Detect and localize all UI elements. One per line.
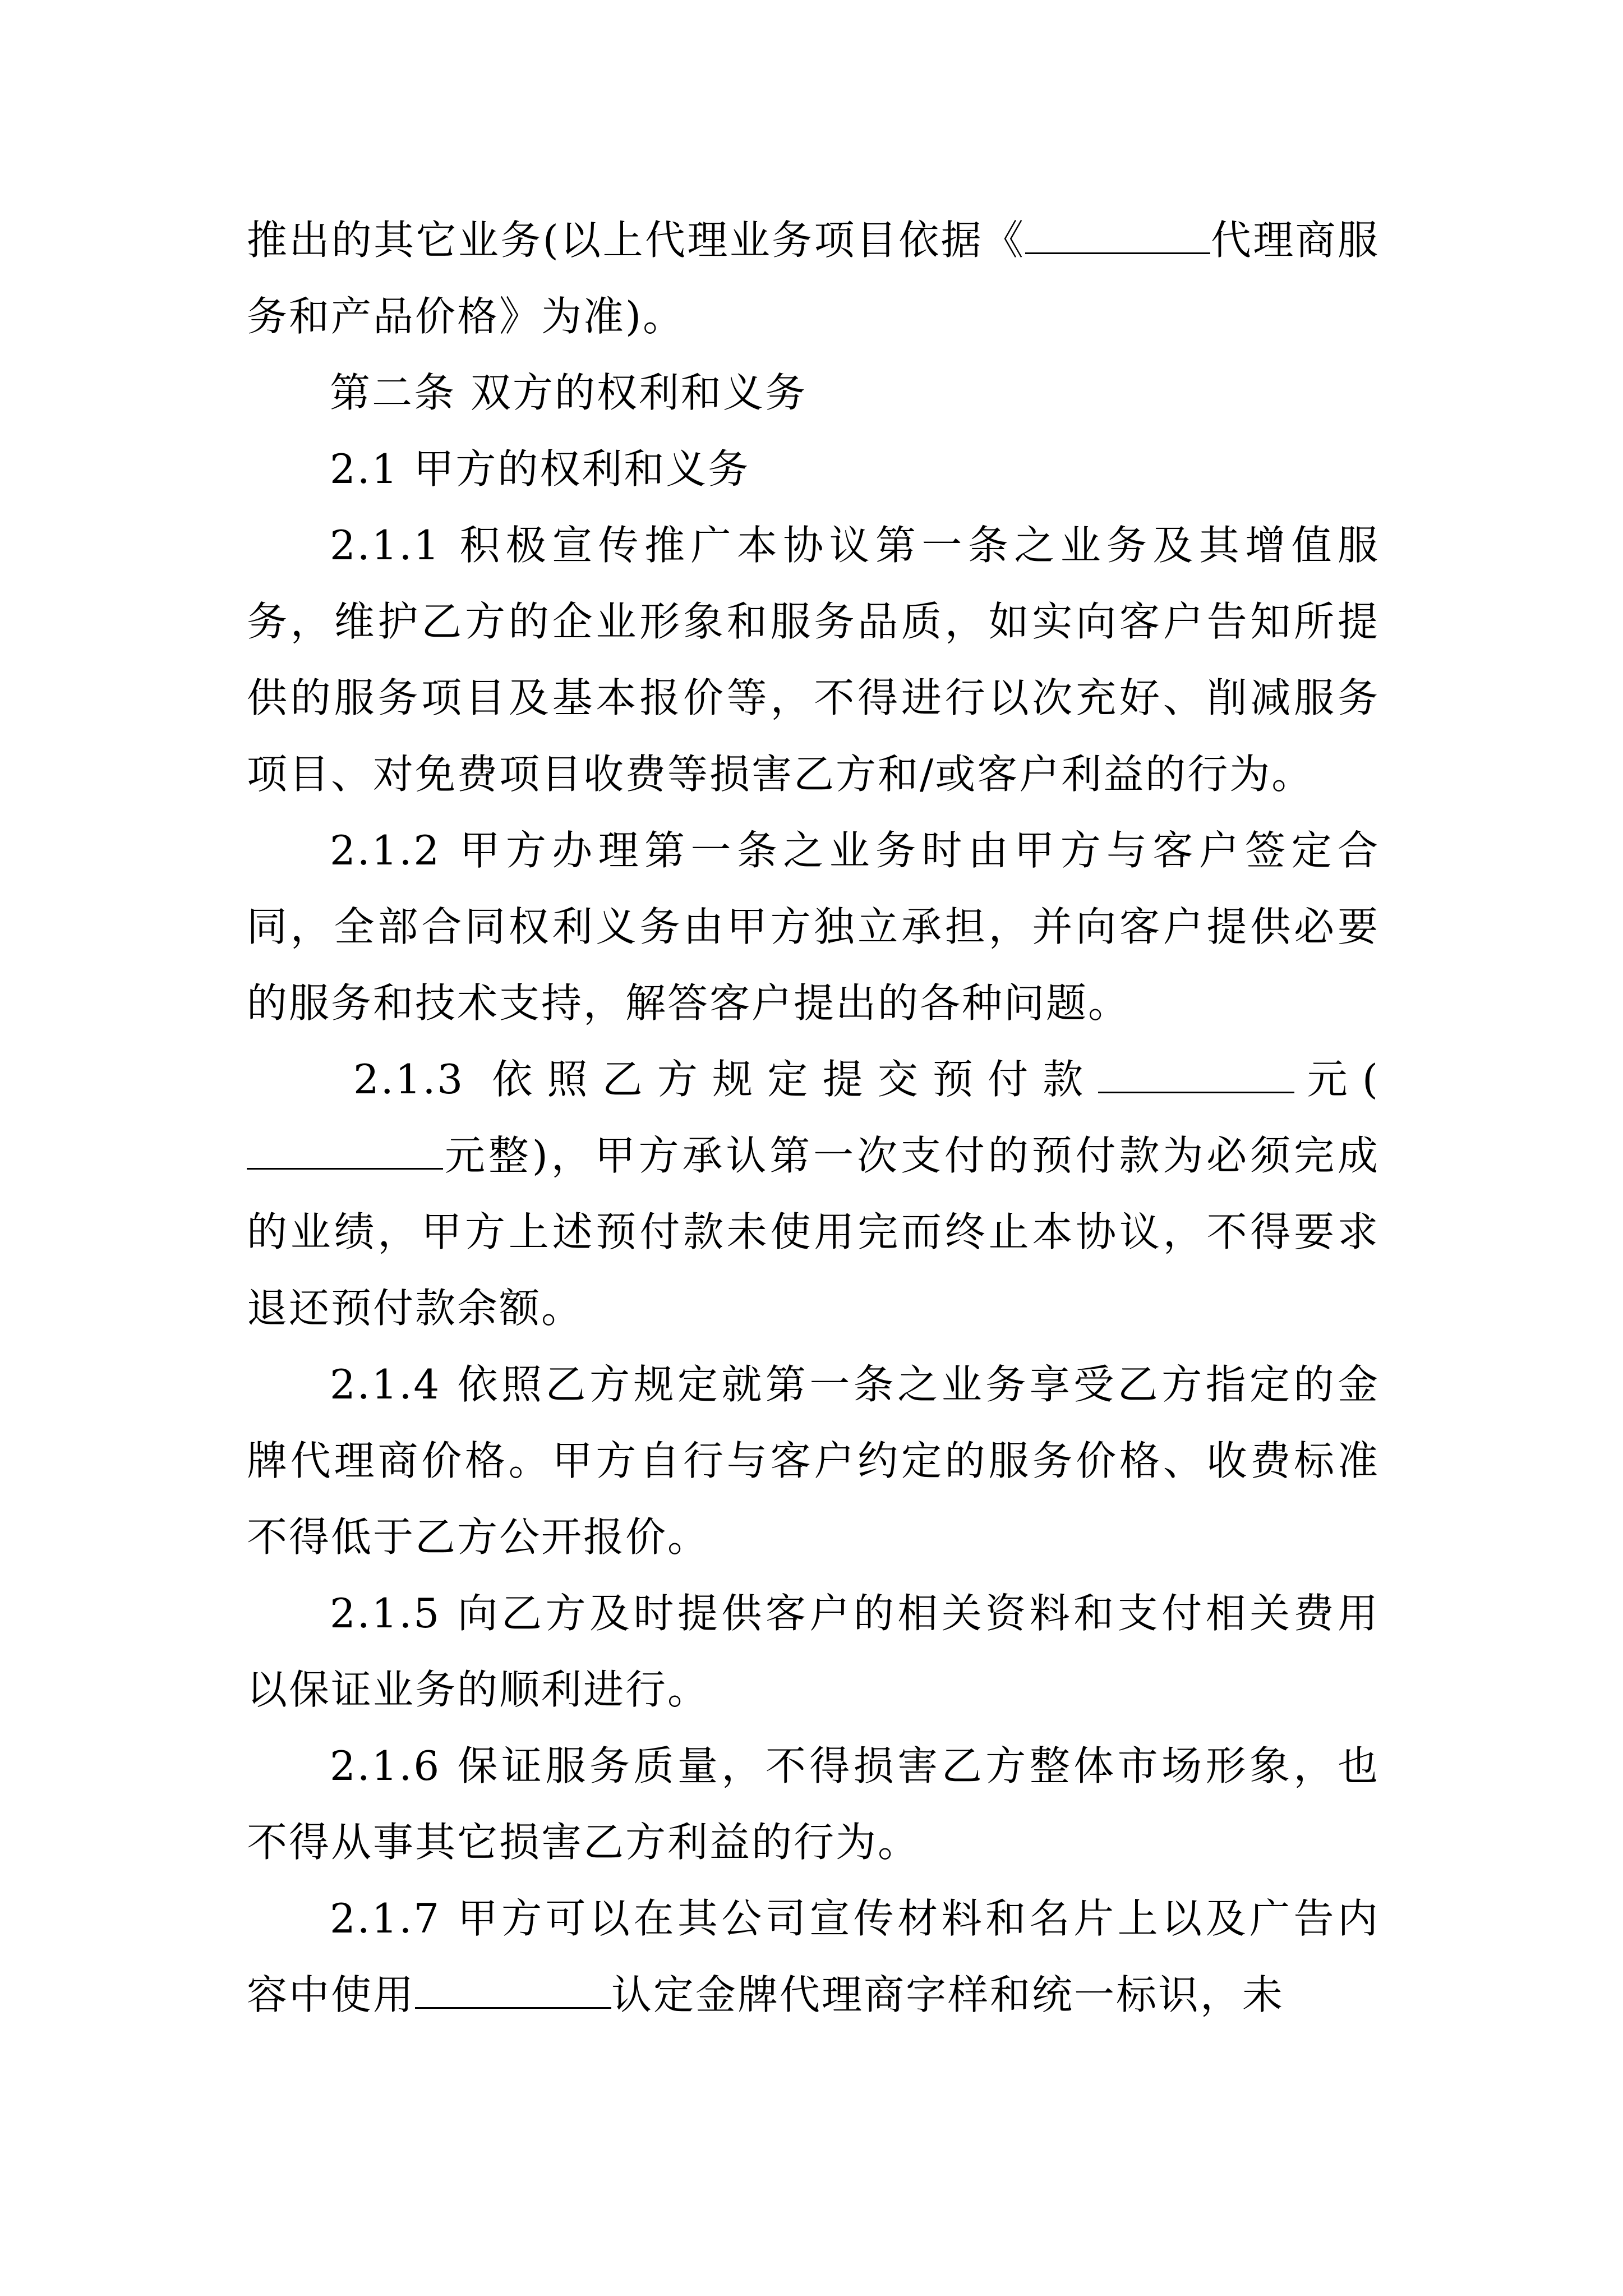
- paragraph-text: 认定金牌代理商字样和统一标识，未: [611, 1971, 1285, 2018]
- subsection-heading-2-1: 2.1 甲方的权利和义务: [330, 445, 750, 493]
- clause-2-1-5: 2.1.5 向乙方及时提供客户的相关资料和支付相关费用以保证业务的顺利进行。: [247, 1590, 1380, 1713]
- blank-line: [247, 1130, 443, 1170]
- paragraph-text: 2.1.7 甲方可以在其公司宣传材料和名片上以及广告内容中使用: [247, 1895, 1380, 2018]
- paragraph-business-continuation: [247, 202, 1380, 355]
- clause-2-1-3: [247, 1041, 1380, 1346]
- clause-2-1-7: [247, 1880, 1380, 2033]
- paragraph-text: 2.1.3 依照乙方规定提交预付款: [353, 1056, 1098, 1103]
- document-body: [247, 202, 1380, 2033]
- clause-2-1-1: 2.1.1 积极宣传推广本协议第一条之业务及其增值服务，维护乙方的企业形象和服务品质，如实向客户告知所提供的服务项目及基本报价等，不得进行以次充好、削减服务项目、对免费项目收费等损害乙方和/或客户利益的行为。: [247, 522, 1380, 798]
- clause-2-1-4: 2.1.4 依照乙方规定就第一条之业务享受乙方指定的金牌代理商价格。甲方自行与客户约定的服务价格、收费标准不得低于乙方公开报价。: [247, 1361, 1380, 1561]
- clause-2-1-2: 2.1.2 甲方办理第一条之业务时由甲方与客户签定合同，全部合同权利义务由甲方独立承担，并向客户提供必要的服务和技术支持，解答客户提出的各种问题。: [247, 827, 1380, 1027]
- paragraph-text: 代理商服务和产品价格》为准)。: [247, 217, 1380, 340]
- paragraph-text: 推出的其它业务(以上代理业务项目依据《: [247, 217, 1026, 264]
- paragraph-text: 元整)，甲方承认第一次支付的预付款为必须完成的业绩，甲方上述预付款未使用完而终止本协议，不得要求退还预付款余额。: [247, 1132, 1380, 1332]
- clause-2-1-6: 2.1.6 保证服务质量，不得损害乙方整体市场形象，也不得从事其它损害乙方利益的行为。: [247, 1742, 1380, 1866]
- paragraph-text: 元(: [1294, 1056, 1380, 1103]
- blank-line: [1025, 214, 1210, 254]
- section-heading-article-two: 第二条 双方的权利和义务: [330, 369, 807, 416]
- blank-line: [1098, 1053, 1294, 1093]
- blank-line: [415, 1969, 611, 2009]
